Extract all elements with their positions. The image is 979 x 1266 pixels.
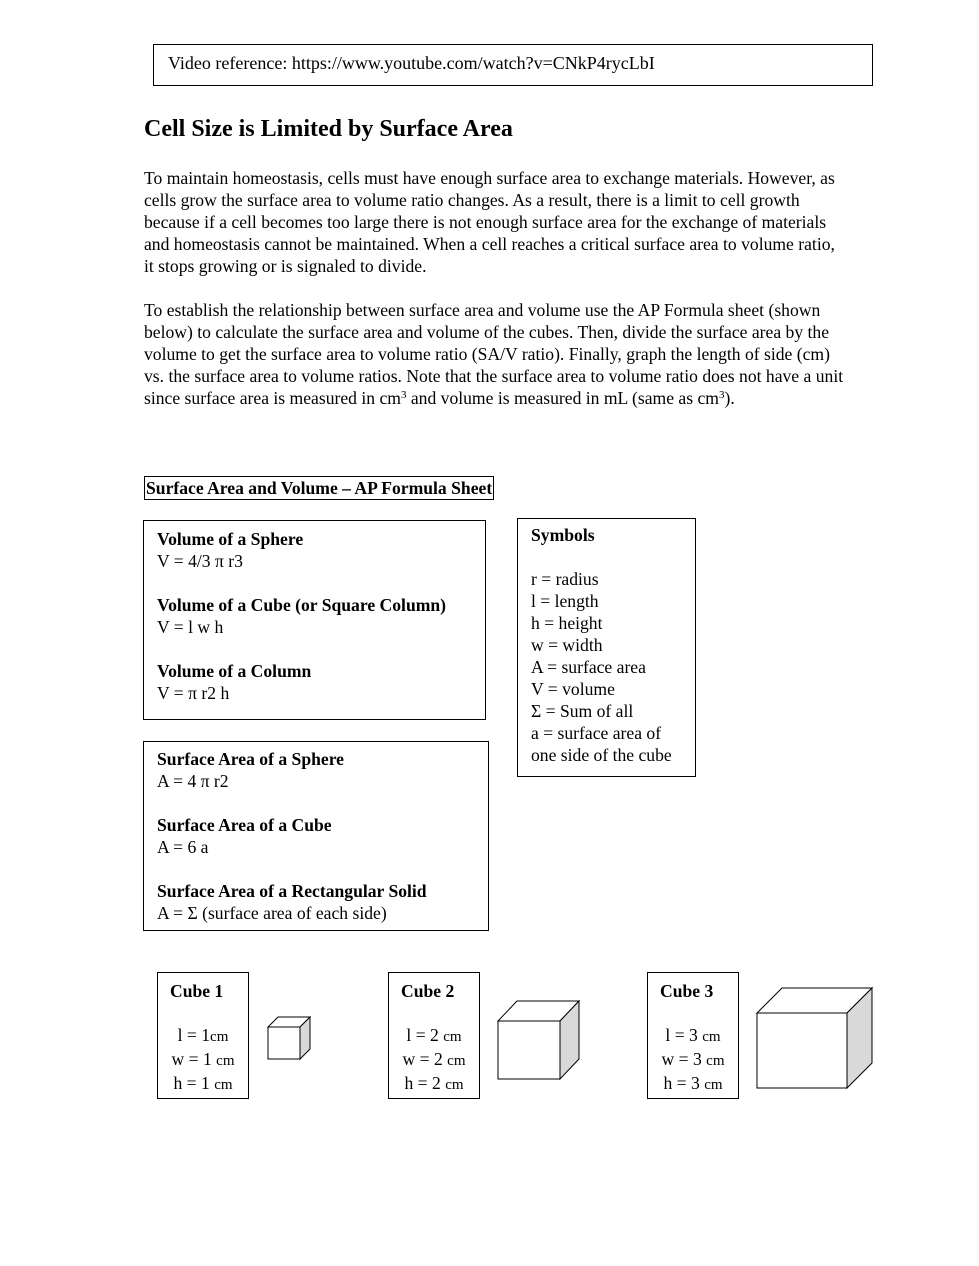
- formula: A = 4 π r2: [157, 771, 229, 791]
- superscript-3: 3: [400, 389, 407, 401]
- symbol-item: V = volume: [531, 679, 615, 699]
- formula-name: Volume of a Sphere: [157, 529, 304, 549]
- intro-paragraph: To maintain homeostasis, cells must have enough surface area to exchange materials. However, as cells grow the surface area to volume ratio changes. As a result, there is a limit to cell growth because if a cell becomes too large there is not enough surface area for the exchange of materials and homeostasis cannot be maintained. When a cell reaches a critical surface area to volume ratio, it stops growing or is signaled to divide.: [144, 168, 835, 276]
- page-title: Cell Size is Limited by Surface Area: [144, 116, 513, 142]
- symbol-item: h = height: [531, 613, 603, 633]
- symbol-item: one side of the cube: [531, 745, 672, 765]
- cube-length: l = 1cm: [177, 1025, 229, 1045]
- video-reference-text: Video reference: https://www.youtube.com/watch?v=CNkP4rycLbI: [168, 53, 655, 73]
- formula-name: Volume of a Column: [157, 661, 312, 681]
- cube-3-box: [647, 972, 739, 1099]
- cube-height: h = 2 cm: [404, 1073, 464, 1093]
- formula-name: Surface Area of a Cube: [157, 815, 332, 835]
- symbol-item: A = surface area: [531, 657, 646, 677]
- volume-formulas-box: [143, 520, 486, 720]
- formula: V = 4/3 π r3: [157, 551, 243, 571]
- cube-width: w = 3 cm: [661, 1049, 725, 1069]
- formula: V = π r2 h: [157, 683, 230, 703]
- formula: V = l w h: [157, 617, 224, 637]
- cube-1-box: [157, 972, 249, 1099]
- cube-height: h = 3 cm: [663, 1073, 723, 1093]
- formula-name: Surface Area of a Sphere: [157, 749, 344, 769]
- symbols-box: [517, 518, 696, 777]
- symbol-item: Σ = Sum of all: [531, 701, 634, 721]
- surface-area-formulas-box: [143, 741, 489, 931]
- formula-name: Volume of a Cube (or Square Column): [157, 595, 447, 615]
- cube-width: w = 1 cm: [171, 1049, 235, 1069]
- cube-width: w = 2 cm: [402, 1049, 466, 1069]
- cube-1-drawing: [266, 1015, 314, 1061]
- instructions-text-1: To establish the relationship between surface area and volume use the AP Formula sheet (shown below) to calculate the surface area and volume of the cubes. Then, divide the surface area by the volume to get the surface area to volume ratio (SA/V ratio). Finally, graph the length of side (cm) vs. the surface area to volume ratios. Note that the surface area to volume ratio does not have a unit since surface area is measured in cm: [144, 300, 844, 408]
- symbol-item: l = length: [531, 591, 599, 611]
- cube-length: l = 3 cm: [665, 1025, 721, 1045]
- cube-title: Cube 2: [401, 981, 455, 1001]
- cube-length: l = 2 cm: [406, 1025, 462, 1045]
- instructions-paragraph: [144, 299, 844, 409]
- cube-2-drawing: [496, 999, 582, 1081]
- symbol-item: r = radius: [531, 569, 599, 589]
- cube-title: Cube 1: [170, 981, 224, 1001]
- cube-height: h = 1 cm: [173, 1073, 233, 1093]
- cube-3-drawing: [755, 986, 875, 1090]
- cube-2-box: [388, 972, 480, 1099]
- symbol-item: w = width: [531, 635, 603, 655]
- formula-sheet-heading: Surface Area and Volume – AP Formula Sheet: [146, 478, 493, 498]
- formula: A = Σ (surface area of each side): [157, 903, 387, 923]
- superscript-3: 3: [718, 389, 725, 401]
- cube-title: Cube 3: [660, 981, 714, 1001]
- formula: A = 6 a: [157, 837, 209, 857]
- symbols-heading: Symbols: [531, 525, 595, 545]
- symbol-item: a = surface area of: [531, 723, 662, 743]
- formula-name: Surface Area of a Rectangular Solid: [157, 881, 427, 901]
- video-reference-box: [153, 44, 873, 86]
- instructions-text-2: and volume is measured in mL (same as cm: [406, 388, 719, 408]
- instructions-text-3: ).: [724, 388, 735, 408]
